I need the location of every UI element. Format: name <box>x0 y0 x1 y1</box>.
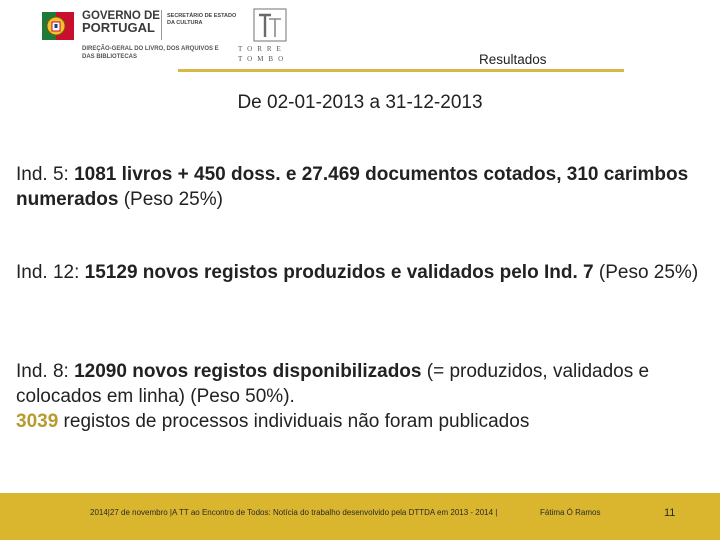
torre-do-tombo-logo-icon <box>245 7 295 43</box>
torre-word: TORRE <box>238 45 286 53</box>
dglab-text <box>82 45 242 61</box>
logo-divider <box>161 10 162 40</box>
government-logo-text <box>82 10 162 34</box>
ind5-suffix: (Peso 25%) <box>118 189 223 210</box>
ind8-suffix: (= produzidos, validados e colocados em linha) (Peso 50%). <box>16 361 650 407</box>
page-number: 11 <box>664 507 676 519</box>
section-label: Resultados <box>479 52 547 67</box>
footer-author: Fátima Ó Ramos <box>540 508 601 517</box>
portugal-coat-of-arms-icon <box>40 8 76 44</box>
gov-line-2: PORTUGAL <box>82 20 155 35</box>
gov-line-1: GOVERNO DE <box>82 10 160 22</box>
ind12-bold: 15129 novos registos produzidos e validados pelo Ind. 7 <box>84 262 594 283</box>
ind8-bold: 12090 novos registos disponibilizados <box>74 361 422 382</box>
indicator-12-paragraph <box>16 260 706 285</box>
tombo-word: TOMBO <box>238 55 289 63</box>
header-rule <box>178 69 624 72</box>
dglab-line-1: DIREÇÃO-GERAL DO LIVRO, DOS ARQUIVOS E <box>82 46 219 52</box>
unpublished-count: 3039 <box>16 411 59 432</box>
indicator-5-paragraph <box>16 162 706 212</box>
indicator-8-paragraph <box>16 359 706 434</box>
ind12-suffix: (Peso 25%) <box>593 262 699 283</box>
ind12-prefix: Ind. 12: <box>16 262 85 283</box>
ind8-prefix: Ind. 8: <box>16 361 75 382</box>
slide-footer <box>0 493 720 540</box>
slide-header <box>0 0 720 72</box>
ind5-prefix: Ind. 5: <box>16 164 75 185</box>
dglab-line-2: DAS BIBLIOTECAS <box>82 54 138 60</box>
period-heading: De 02-01-2013 a 31-12-2013 <box>237 92 483 113</box>
secretary-of-culture-text <box>167 13 239 27</box>
footer-event-text: 2014|27 de novembro |A TT ao Encontro de Todos: Notícia do trabalho desenvolvido pela DTTDA em 2013 - 2014 | <box>90 508 498 517</box>
secretary-line-2: DA CULTURA <box>167 20 203 26</box>
unpublished-text: registos de processos individuais não foram publicados <box>58 411 530 432</box>
ind5-bold: 1081 livros + 450 doss. e 27.469 documentos cotados, 310 carimbos numerados <box>16 164 689 210</box>
secretary-line-1: SECRETÁRIO DE ESTADO <box>167 13 237 19</box>
